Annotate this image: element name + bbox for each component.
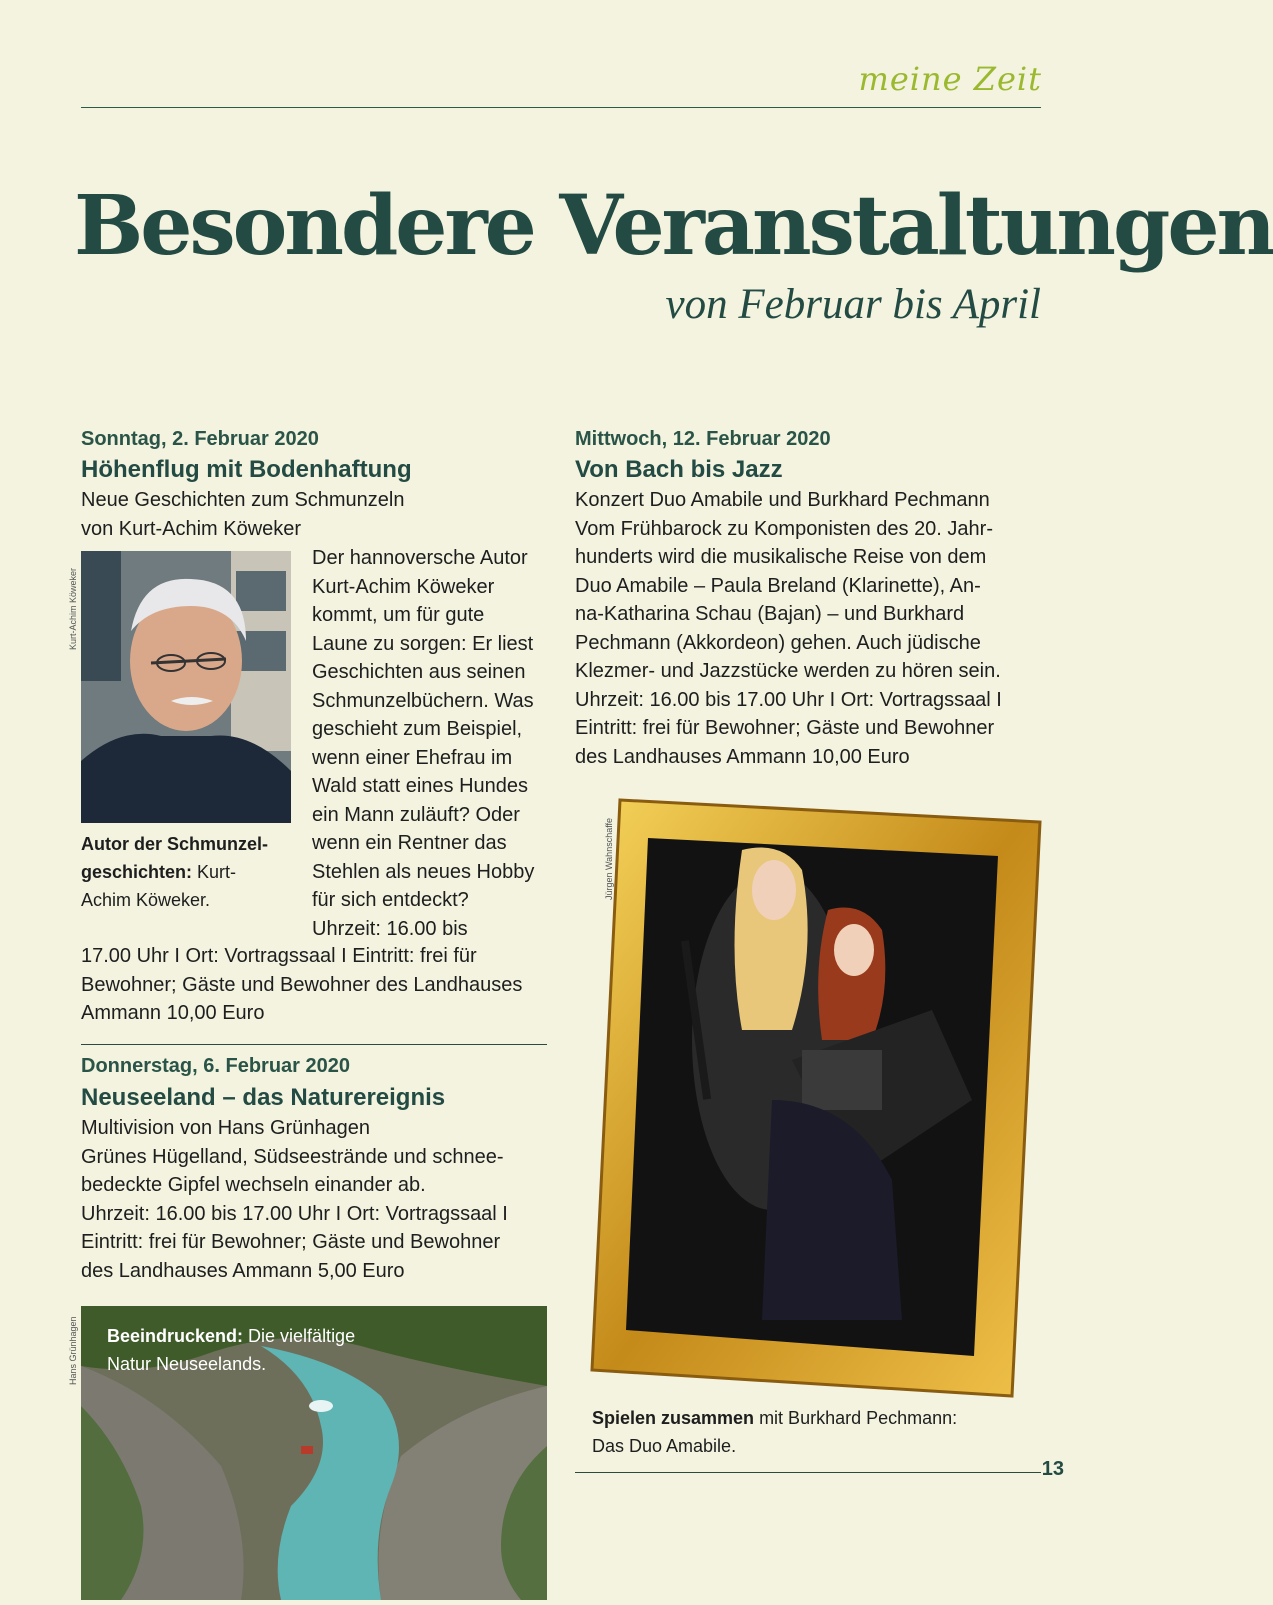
event2-date: Donnerstag, 6. Februar 2020: [81, 1055, 350, 1077]
event1-intro: Neue Geschichten zum Schmunzeln von Kurt-Achim Köweker: [81, 489, 405, 540]
event1-photo-credit: Kurt-Achim Köweker: [68, 567, 78, 650]
event2-headline: Neuseeland – das Naturereignis: [81, 1084, 446, 1111]
section-divider: [81, 1044, 547, 1045]
event3-date: Mittwoch, 12. Februar 2020: [575, 428, 831, 450]
page-title: Besondere Veranstaltungen: [74, 178, 1273, 274]
page-number: 13: [1041, 1458, 1064, 1480]
event1-side-text: Der hannoversche Autor Kurt-Achim Köweker kommt, um für gute Laune zu sorgen: Er liest Geschichten aus seinen Schmunzelbüchern. Was geschieht zum Beispiel, wenn einer Ehefrau im Wald statt eines Hundes ein Mann zuläuft? Oder wenn ein Rentner das Stehlen als neues Hobby für sich entdeckt? Uhrzeit: 16.00 bis: [312, 547, 535, 940]
duo-photo: [592, 800, 1040, 1396]
section-divider-right: [575, 1472, 1041, 1473]
event3-headline: Von Bach bis Jazz: [575, 456, 783, 483]
event3-photo-caption: Spielen zusammen mit Burkhard Pechmann: Das Duo Amabile.: [592, 1408, 958, 1456]
header-rule: [81, 107, 1041, 108]
event2-photo-caption: Beeindruckend: Die vielfältige Natur Neuseelands.: [107, 1326, 356, 1374]
event1-headline: Höhenflug mit Bodenhaftung: [81, 456, 412, 483]
author-photo: [81, 551, 291, 823]
event2-photo-credit: Hans Grünhagen: [68, 1316, 78, 1385]
event3-text: Konzert Duo Amabile und Burkhard Pechmann Vom Frühbarock zu Komponisten des 20. Jahr- hunderts wird die musikalische Reise von dem Duo Amabile – Paula Breland (Klarinette), An- na-Katharina Schau (Bajan) – und Burkhard Pechmann (Akkordeon) gehen. Auch jüdische Klezmer- und Jazzstücke werden zu hören sein. Uhrzeit: 16.00 bis 17.00 Uhr I Ort: Vortragssaal I Eintritt: frei für Bewohner; Gäste und Bewohner des Landhauses Ammann 10,00 Euro: [575, 489, 1002, 768]
magazine-brand: meine Zeit: [858, 60, 1042, 98]
event1-details: 17.00 Uhr I Ort: Vortragssaal I Eintritt: frei für Bewohner; Gäste und Bewohner des Landhauses Ammann 10,00 Euro: [81, 945, 523, 1024]
event1-photo-caption: Autor der Schmunzel- geschichten: Kurt- Achim Köweker.: [81, 834, 269, 910]
event1-date: Sonntag, 2. Februar 2020: [81, 428, 319, 450]
event3-photo-credit: Jürgen Wahnschaffe: [604, 817, 614, 900]
page-subtitle: von Februar bis April: [665, 281, 1041, 328]
event2-text: Multivision von Hans Grünhagen Grünes Hügelland, Südseestrände und schnee- bedeckte Gipfel wechseln einander ab. Uhrzeit: 16.00 bis 17.00 Uhr I Ort: Vortragssaal I Eintritt: frei für Bewohner; Gäste und Bewohner des Landhauses Ammann 5,00 Euro: [81, 1117, 508, 1282]
